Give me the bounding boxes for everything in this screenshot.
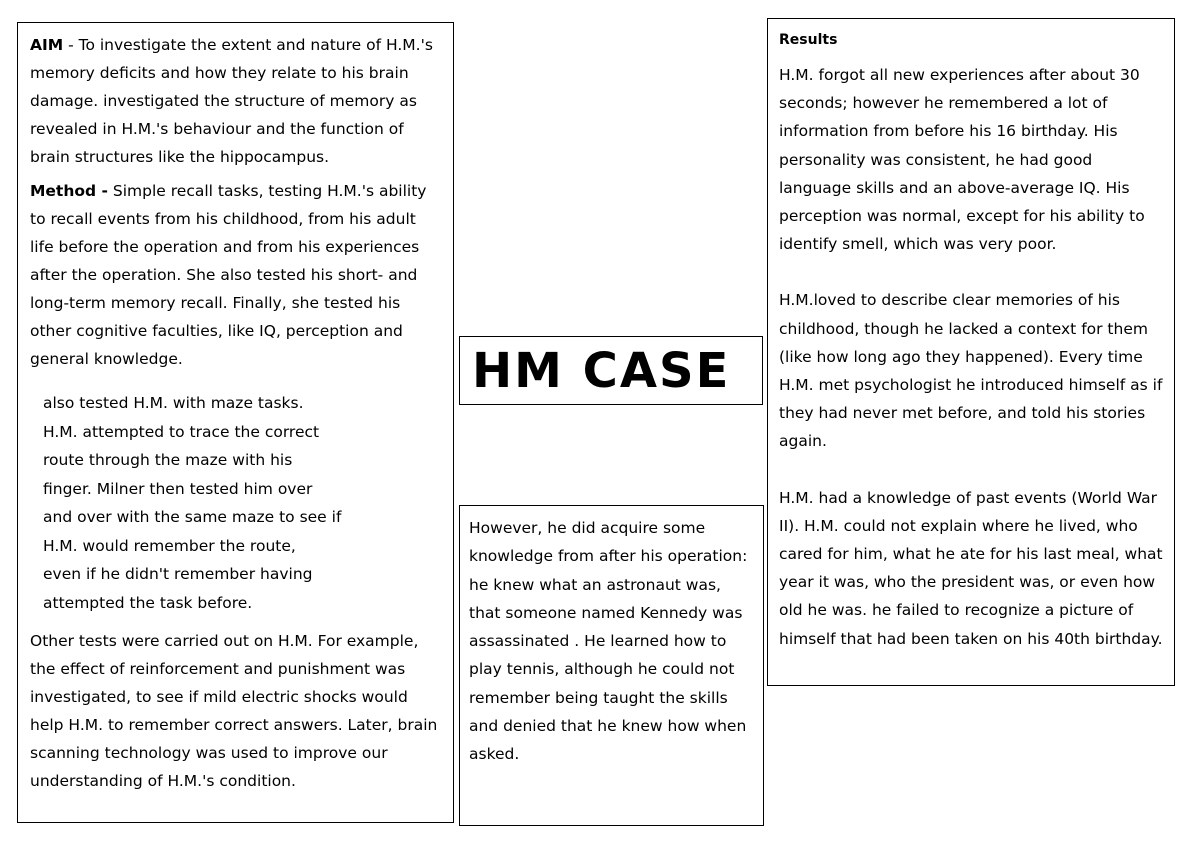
results-paragraph: H.M.loved to describe clear memories of his childhood, though he lacked a context for them (like how long ago they happened). Every time H.M. met psychologist he introduced himself as if they had never met before, and told his stories again.	[779, 291, 1163, 451]
method-label: Method -	[30, 182, 108, 200]
title-box	[459, 336, 763, 405]
results-paragraph: H.M. had a knowledge of past events (World War II). H.M. could not explain where he lived, who cared for him, what he ate for his last meal, what year it was, who the president was, or even how old he was. he failed to recognize a picture of himself that had been taken on his 40th birthday.	[779, 488, 1163, 648]
aim-text: - To investigate the extent and nature of H.M.'s memory deficits and how they relate to his brain damage. investigated the structure of memory as revealed in H.M.'s behaviour and the function of brain structures like the hippocampus.	[30, 36, 433, 166]
results-paragraph: H.M. forgot all new experiences after about 30 seconds; however he remembered a lot of information from before his 16 birthday. His personality was consistent, he had good language skills and an above-average IQ. His perception was normal, except for his ability to identify smell, which was very poor.	[779, 66, 1145, 254]
method-text: Simple recall tasks, testing H.M.'s ability to recall events from his childhood, from his adult life before the operation and from his experiences after the operation. She also tested his short- and long-term memory recall. Finally, she tested his other cognitive faculties, like IQ, perception and general knowledge.	[30, 182, 427, 368]
acquired-knowledge-panel	[459, 505, 764, 826]
acquired-knowledge-paragraph: However, he did acquire some knowledge from after his operation: he knew what an astronaut was, that someone named Kennedy was assassinated . He learned how to play tennis, although he could not remember being taught the skills and denied that he knew how when asked.	[469, 519, 748, 764]
results-panel	[767, 18, 1175, 686]
page-title: HM CASE	[472, 343, 731, 399]
maze-task-paragraph: also tested H.M. with maze tasks. H.M. attempted to trace the correct route through the maze with his finger. Milner then tested him over and over with the same maze to see if H.M. would remember the route, even if he didn't remember having attempted the task before.	[43, 394, 342, 612]
aim-label: AIM	[30, 36, 64, 54]
method-paragraph	[30, 177, 441, 373]
aim-method-panel	[17, 22, 454, 823]
other-tests-paragraph: Other tests were carried out on H.M. For example, the effect of reinforcement and punishment was investigated, to see if mild electric shocks would help H.M. to remember correct answers. Later, brain scanning technology was used to improve our understanding of H.M.'s condition.	[30, 632, 438, 790]
results-heading: Results	[779, 32, 838, 48]
aim-paragraph	[30, 31, 441, 171]
